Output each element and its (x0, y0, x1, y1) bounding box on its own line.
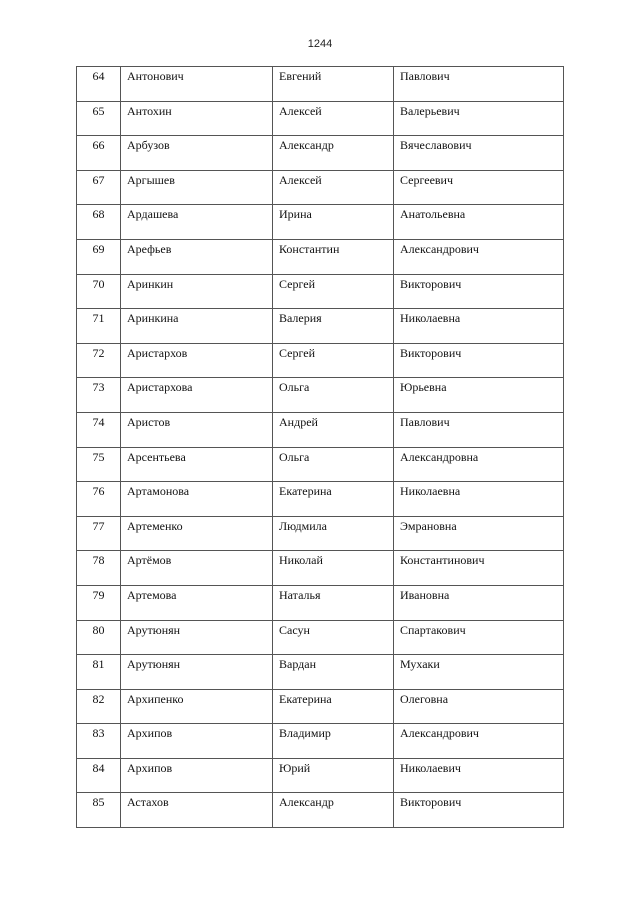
row-number: 76 (77, 482, 121, 517)
table-row (77, 689, 564, 724)
row-number: 82 (77, 689, 121, 724)
patronymic: Павлович (394, 412, 564, 447)
table-row (77, 447, 564, 482)
first-name: Андрей (273, 412, 394, 447)
table-row (77, 205, 564, 240)
row-number: 83 (77, 724, 121, 759)
first-name: Александр (273, 793, 394, 828)
table-row (77, 67, 564, 102)
first-name: Вардан (273, 655, 394, 690)
patronymic: Валерьевич (394, 101, 564, 136)
table-row (77, 620, 564, 655)
first-name: Сасун (273, 620, 394, 655)
patronymic: Николаевна (394, 482, 564, 517)
last-name: Аристов (121, 412, 273, 447)
first-name: Ирина (273, 205, 394, 240)
last-name: Астахов (121, 793, 273, 828)
last-name: Арбузов (121, 136, 273, 171)
row-number: 72 (77, 343, 121, 378)
page-number: 1244 (307, 38, 333, 50)
row-number: 70 (77, 274, 121, 309)
first-name: Людмила (273, 516, 394, 551)
row-number: 75 (77, 447, 121, 482)
row-number: 66 (77, 136, 121, 171)
last-name: Аринкин (121, 274, 273, 309)
last-name: Арсентьева (121, 447, 273, 482)
first-name: Константин (273, 239, 394, 274)
last-name: Артёмов (121, 551, 273, 586)
first-name: Екатерина (273, 689, 394, 724)
table-row (77, 585, 564, 620)
last-name: Антонович (121, 67, 273, 102)
first-name: Сергей (273, 343, 394, 378)
row-number: 79 (77, 585, 121, 620)
row-number: 85 (77, 793, 121, 828)
row-number: 65 (77, 101, 121, 136)
row-number: 77 (77, 516, 121, 551)
patronymic: Николаевич (394, 758, 564, 793)
first-name: Евгений (273, 67, 394, 102)
row-number: 84 (77, 758, 121, 793)
patronymic: Ивановна (394, 585, 564, 620)
table-row (77, 274, 564, 309)
row-number: 73 (77, 378, 121, 413)
last-name: Артамонова (121, 482, 273, 517)
row-number: 71 (77, 309, 121, 344)
last-name: Ардашева (121, 205, 273, 240)
row-number: 67 (77, 170, 121, 205)
row-number: 80 (77, 620, 121, 655)
patronymic: Вячеславович (394, 136, 564, 171)
table-row (77, 343, 564, 378)
table-row (77, 239, 564, 274)
table-row (77, 516, 564, 551)
row-number: 81 (77, 655, 121, 690)
table-row (77, 482, 564, 517)
table-row (77, 136, 564, 171)
last-name: Аргышев (121, 170, 273, 205)
patronymic: Викторович (394, 343, 564, 378)
patronymic: Константинович (394, 551, 564, 586)
first-name: Алексей (273, 101, 394, 136)
first-name: Сергей (273, 274, 394, 309)
table-row (77, 412, 564, 447)
patronymic: Юрьевна (394, 378, 564, 413)
last-name: Антохин (121, 101, 273, 136)
last-name: Архипенко (121, 689, 273, 724)
table-row (77, 378, 564, 413)
last-name: Арутюнян (121, 620, 273, 655)
names-table (76, 66, 564, 828)
patronymic: Александрович (394, 239, 564, 274)
first-name: Алексей (273, 170, 394, 205)
patronymic: Спартакович (394, 620, 564, 655)
table-row (77, 551, 564, 586)
first-name: Юрий (273, 758, 394, 793)
patronymic: Анатольевна (394, 205, 564, 240)
table-row (77, 170, 564, 205)
last-name: Аринкина (121, 309, 273, 344)
patronymic: Александрович (394, 724, 564, 759)
last-name: Арутюнян (121, 655, 273, 690)
last-name: Архипов (121, 758, 273, 793)
first-name: Валерия (273, 309, 394, 344)
row-number: 78 (77, 551, 121, 586)
table-row (77, 724, 564, 759)
last-name: Архипов (121, 724, 273, 759)
row-number: 69 (77, 239, 121, 274)
patronymic: Мухаки (394, 655, 564, 690)
table-row (77, 309, 564, 344)
patronymic: Викторович (394, 274, 564, 309)
last-name: Артеменко (121, 516, 273, 551)
patronymic: Сергеевич (394, 170, 564, 205)
first-name: Екатерина (273, 482, 394, 517)
first-name: Ольга (273, 378, 394, 413)
patronymic: Александровна (394, 447, 564, 482)
first-name: Николай (273, 551, 394, 586)
last-name: Арефьев (121, 239, 273, 274)
patronymic: Николаевна (394, 309, 564, 344)
first-name: Наталья (273, 585, 394, 620)
first-name: Ольга (273, 447, 394, 482)
first-name: Александр (273, 136, 394, 171)
patronymic: Олеговна (394, 689, 564, 724)
last-name: Аристархова (121, 378, 273, 413)
patronymic: Павлович (394, 67, 564, 102)
row-number: 68 (77, 205, 121, 240)
table-row (77, 758, 564, 793)
row-number: 74 (77, 412, 121, 447)
names-table-body (77, 67, 564, 828)
last-name: Аристархов (121, 343, 273, 378)
table-row (77, 655, 564, 690)
last-name: Артемова (121, 585, 273, 620)
table-row (77, 793, 564, 828)
table-row (77, 101, 564, 136)
first-name: Владимир (273, 724, 394, 759)
row-number: 64 (77, 67, 121, 102)
patronymic: Эмрановна (394, 516, 564, 551)
patronymic: Викторович (394, 793, 564, 828)
